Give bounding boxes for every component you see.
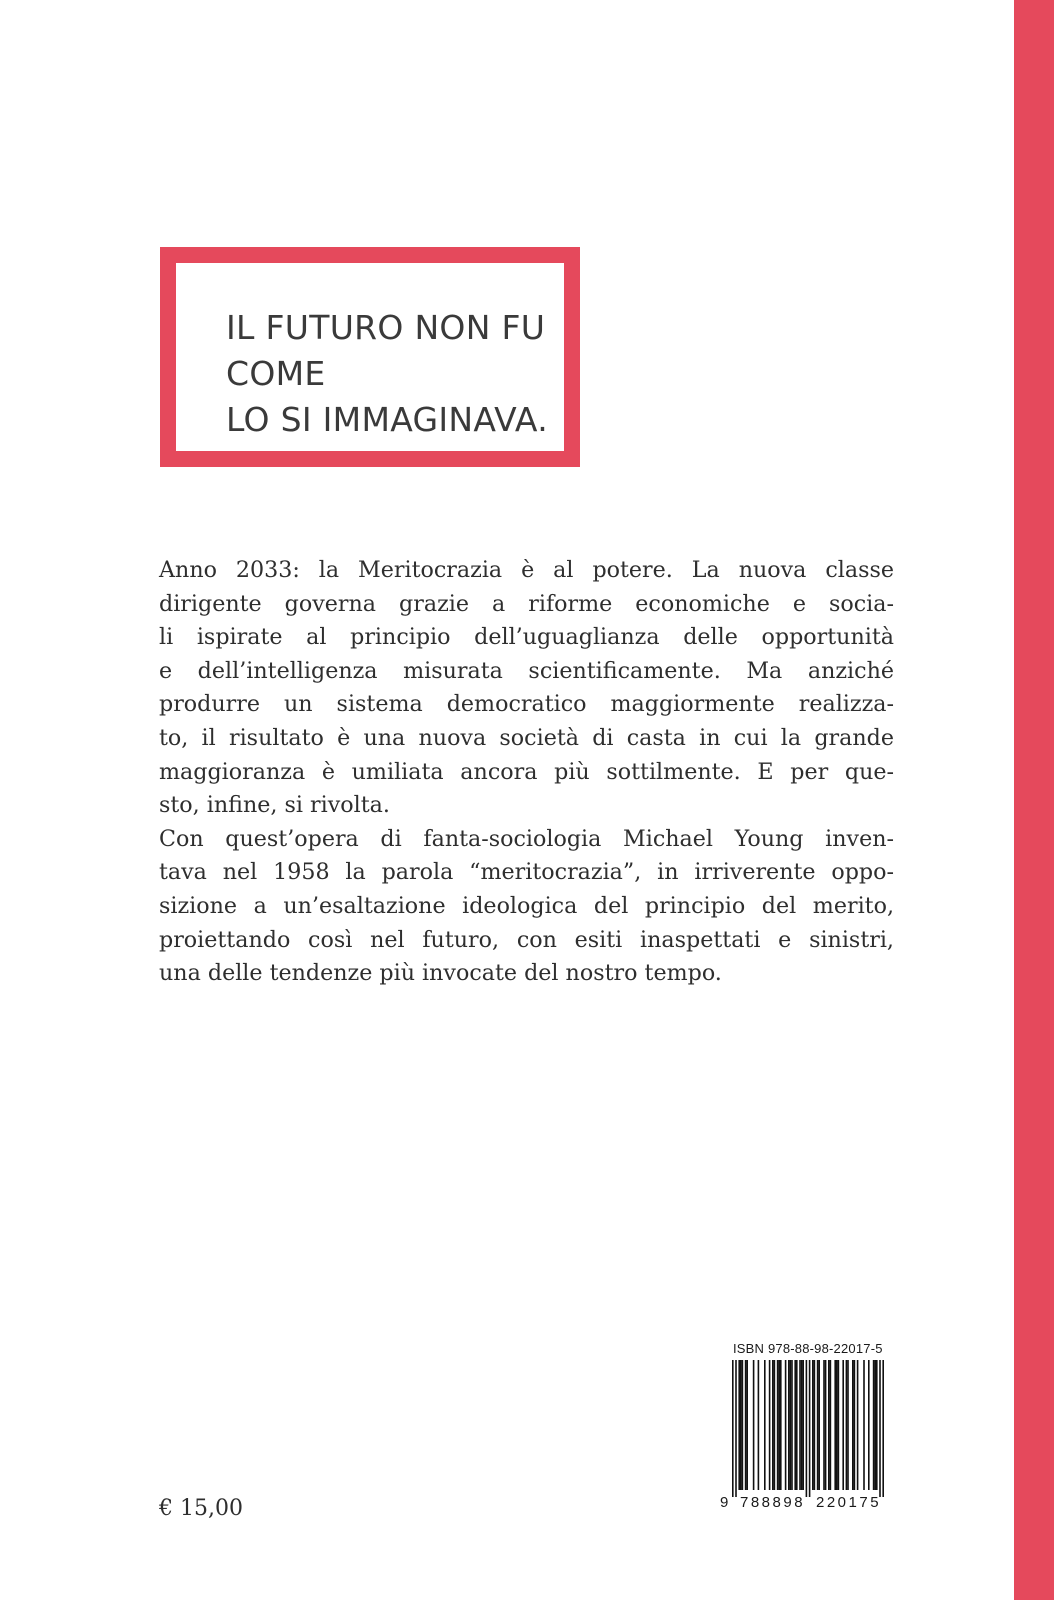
barcode-bar [769, 1360, 771, 1490]
barcode-bar [753, 1360, 755, 1490]
barcode-bar [842, 1360, 844, 1490]
barcode-bar [746, 1360, 748, 1490]
blurb-line: Con quest’opera di fanta-sociologia Michael Young inven- [159, 825, 894, 852]
barcode-bar [876, 1360, 878, 1490]
barcode-bar [823, 1360, 825, 1490]
blurb-line: una delle tendenze più invocate del nostro tempo. [159, 960, 722, 987]
barcode-bar [799, 1360, 801, 1490]
barcode-bar [788, 1360, 790, 1490]
barcode-bar [834, 1360, 836, 1490]
barcode-bar [817, 1360, 819, 1490]
barcode-bar [874, 1360, 876, 1490]
barcode-bar [828, 1360, 830, 1490]
barcode-right-digits: 220175 [816, 1494, 882, 1511]
blurb-line: maggioranza è umiliata ancora più sottilmente. E per que- [159, 758, 894, 785]
barcode-bar [791, 1360, 793, 1490]
barcode-bar [742, 1360, 744, 1490]
blurb-line: dirigente governa grazie a riforme economiche e socia- [159, 590, 894, 617]
barcode-bar [852, 1360, 854, 1490]
barcode-bar [740, 1360, 742, 1490]
price: € 15,00 [159, 1496, 243, 1521]
barcode-bar [836, 1360, 838, 1490]
barcode-bar [732, 1360, 734, 1497]
tagline-frame [160, 247, 580, 467]
barcode-bar [774, 1360, 776, 1490]
barcode-bar [809, 1360, 811, 1497]
tagline-line: LO SI IMMAGINAVA. [226, 400, 549, 439]
barcode-bar [764, 1360, 766, 1490]
tagline [226, 305, 548, 443]
barcode-bar [857, 1360, 859, 1490]
barcode-bar [794, 1360, 796, 1490]
barcode-bar [879, 1360, 881, 1497]
barcode-bar [830, 1360, 832, 1490]
barcode-bar [802, 1360, 804, 1490]
barcode-bar [847, 1360, 849, 1490]
barcode-bar [854, 1360, 856, 1490]
barcode-bar [780, 1360, 782, 1490]
barcode-bar [758, 1360, 760, 1490]
blurb-line: produrre un sistema democratico maggiormente realizza- [159, 691, 894, 718]
barcode-bar [796, 1360, 798, 1490]
blurb-line: proiettando così nel futuro, con esiti inaspettati e sinistri, [159, 926, 894, 953]
barcode-bars [720, 1360, 890, 1497]
barcode-bar [868, 1360, 870, 1490]
barcode-bar [735, 1360, 737, 1497]
blurb-line: sto, infine, si rivolta. [159, 792, 390, 819]
tagline-line: IL FUTURO NON FU [226, 308, 546, 347]
barcode-bar [801, 1360, 803, 1490]
barcode-bar [882, 1360, 884, 1497]
blurb-line: sizione a un’esaltazione ideologica del principio del merito, [159, 892, 894, 919]
isbn-label: ISBN 978-88-98-22017-5 [733, 1341, 883, 1356]
blurb-line: Anno 2033: la Meritocrazia è al potere. La nuova classe [159, 557, 894, 583]
blurb-line: tava nel 1958 la parola “meritocrazia”, in irriverente oppo- [159, 859, 894, 886]
barcode-bar [778, 1360, 780, 1490]
barcode-bar [825, 1360, 827, 1490]
barcode-bar [818, 1360, 820, 1490]
barcode-bar [777, 1360, 779, 1490]
barcode-bar [814, 1360, 816, 1490]
barcode-bar [838, 1360, 840, 1490]
barcode-bar [790, 1360, 792, 1490]
barcode-bar [812, 1360, 814, 1490]
barcode-bar [846, 1360, 848, 1490]
blurb-line: li ispirate al principio dell’uguaglianza delle opportunità [159, 624, 894, 651]
spine-stripe [1014, 0, 1054, 1600]
barcode-lead-digit: 9 [720, 1494, 729, 1511]
barcode-bar [772, 1360, 774, 1490]
tagline-line: COME [226, 354, 326, 393]
barcode-bar [806, 1360, 808, 1497]
barcode-bar [863, 1360, 865, 1490]
blurb-line: e dell’intelligenza misurata scientificamente. Ma anziché [159, 657, 894, 684]
barcode-bar [785, 1360, 787, 1490]
barcode-bar [873, 1360, 875, 1490]
blurb-line: to, il risultato è una nuova società di casta in cui la grande [159, 724, 894, 751]
barcode-bar [745, 1360, 747, 1490]
barcode-left-digits: 788898 [740, 1494, 806, 1511]
barcode [720, 1360, 890, 1497]
book-blurb [159, 554, 894, 991]
barcode-bar [738, 1360, 740, 1490]
